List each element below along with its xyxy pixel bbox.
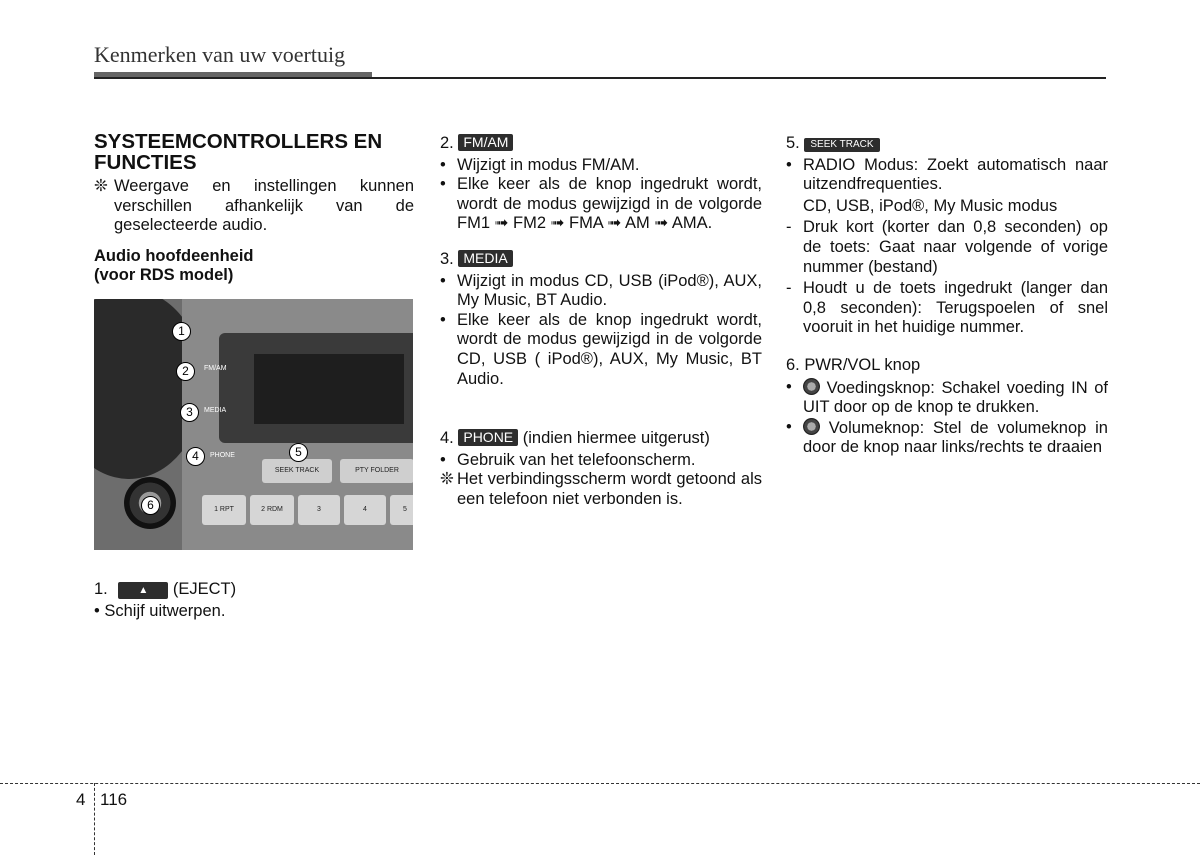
item6-title: 6. PWR/VOL knop <box>786 355 921 374</box>
callout-6: 6 <box>141 496 160 515</box>
item5-dash-2: Houdt u de toets ingedrukt (langer dan 0,8 seconden): Terugspoelen of snel vooruit in het huidige nummer. <box>803 279 1108 337</box>
photo-label-seek: SEEK TRACK <box>274 467 320 474</box>
note-text: Weergave en instellingen kunnen verschillen afhankelijk van de geselecteerde audio. <box>114 177 414 235</box>
item1-label: (EJECT) <box>172 580 237 598</box>
photo-label-fmam: FM/AM <box>204 365 227 372</box>
sub-heading-2: (voor RDS model) <box>94 266 234 285</box>
fmam-button: FM/AM <box>458 134 513 151</box>
page-number: 116 <box>100 790 128 809</box>
photo-label-btn3: 3 <box>298 495 340 525</box>
volume-knob-icon <box>803 418 820 435</box>
phone-button: PHONE <box>458 429 518 446</box>
seek-track-button: SEEK TRACK <box>804 138 879 152</box>
item3-bullet-2: Elke keer als de knop ingedrukt wordt, wordt de modus gewijzigd in de volgorde CD, USB ( iPod®), AUX, My Music, BT Audio. <box>457 310 762 388</box>
callout-2: 2 <box>176 362 195 381</box>
callout-3: 3 <box>180 403 199 422</box>
item-1 <box>94 580 414 621</box>
item1-bullet: • Schijf uitwerpen. <box>94 601 226 620</box>
photo-label-pty: PTY FOLDER <box>355 467 399 474</box>
photo-label-btn2: 2 RDM <box>250 495 294 525</box>
eject-button: ▲ <box>118 582 168 599</box>
sub-heading-1: Audio hoofdeenheid <box>94 246 254 265</box>
footer-vertical-rule <box>94 783 95 855</box>
item4-label: (indien hiermee uitgerust) <box>522 429 710 448</box>
item5-dash-1: Druk kort (korter dan 0,8 seconden) op de toets: Gaat naar volgende of vorige nummer (bestand) <box>803 218 1108 276</box>
item2-number: 2. <box>440 134 454 152</box>
photo-label-btn5: 5 <box>390 495 413 525</box>
callout-1: 1 <box>172 322 191 341</box>
note <box>94 177 414 236</box>
section-heading: SYSTEEMCONTROLLERS EN FUNCTIES <box>94 130 383 174</box>
page-header-title: Kenmerken van uw voertuig <box>94 42 346 67</box>
media-button: MEDIA <box>458 250 512 267</box>
footer-dashed-rule <box>0 783 1200 784</box>
note-mark: ❊ <box>94 177 108 195</box>
item3-number: 3. <box>440 249 454 268</box>
photo-label-btn4: 4 <box>344 495 386 525</box>
item5-number: 5. <box>786 134 800 152</box>
item3-bullet-1: Wijzigt in modus CD, USB (iPod®), AUX, My Music, BT Audio. <box>457 271 762 310</box>
item5-bullet-1: RADIO Modus: Zoekt automatisch naar uitzendfrequenties. <box>803 155 1108 194</box>
item4-number: 4. <box>440 429 454 448</box>
note-mark-2: ❊ <box>440 470 454 489</box>
photo-label-phone: PHONE <box>210 452 235 459</box>
photo-label-media: MEDIA <box>204 407 227 414</box>
item6-bullet-2: Volumeknop: Stel de volumeknop in door de knop naar links/rechts te draaien <box>803 418 1108 457</box>
callout-5: 5 <box>289 443 308 462</box>
item2-bullet-1: Wijzigt in modus FM/AM. <box>457 155 640 174</box>
header-rule <box>94 77 1106 79</box>
item6-bullet-1: Voedingsknop: Schakel voeding IN of UIT door op de knop te drukken. <box>803 378 1108 417</box>
photo-label-btn1: 1 RPT <box>202 495 246 525</box>
chapter-number: 4 <box>76 790 86 809</box>
column-3: 5. SEEK TRACK • RADIO Modus: Zoekt automatisch naar uitzendfrequenties. CD, USB, iPod®, My Music modus - Druk kort (korter dan 0,8 seconden) op de toets: Gaat naar volgende of vorige nummer (bestand) - Houdt u de toets ingedrukt (langer dan 0,8 seconden): Terugspoelen of snel vooruit in het huidige nummer. 6. PWR/VOL knop • Voedingsknop: Schakel voeding IN of UIT door op de knop te drukken. • Volumeknop: Stel de volumeknop in door de knop naar links/rechts te draaien <box>786 134 1108 457</box>
audio-unit-photo <box>94 299 413 550</box>
column-2: 2. FM/AM • Wijzigt in modus FM/AM. • Elke keer als de knop ingedrukt wordt, wordt de modus gewijzigd in de volgorde FM1 ➟ FM2 ➟ FMA ➟ AM ➟ AMA. 3. MEDIA • Wijzigt in modus CD, USB (iPod®), AUX, My Music, BT Audio. • Elke keer als de knop ingedrukt wordt, wordt de modus gewijzigd in de volgorde CD, USB ( iPod®), AUX, My Music, BT Audio. 4. PHONE (indien hiermee uitgerust) • Gebruik van het telefoonscherm. ❊ Het verbindingsscherm wordt getoond als een telefoon niet verbonden is. <box>440 134 762 508</box>
item2-bullet-2: Elke keer als de knop ingedrukt wordt, wordt de modus gewijzigd in de volgorde FM1 ➟ FM2 ➟ FMA ➟ AM ➟ AMA. <box>457 175 762 233</box>
item4-bullet-1: Gebruik van het telefoonscherm. <box>457 450 696 469</box>
column-1 <box>94 131 414 286</box>
item1-number: 1. <box>94 580 108 598</box>
item5-subhead: CD, USB, iPod®, My Music modus <box>803 196 1058 215</box>
power-knob-icon <box>803 378 820 395</box>
callout-4: 4 <box>186 447 205 466</box>
item4-note: Het verbindingsscherm wordt getoond als een telefoon niet verbonden is. <box>457 470 762 508</box>
